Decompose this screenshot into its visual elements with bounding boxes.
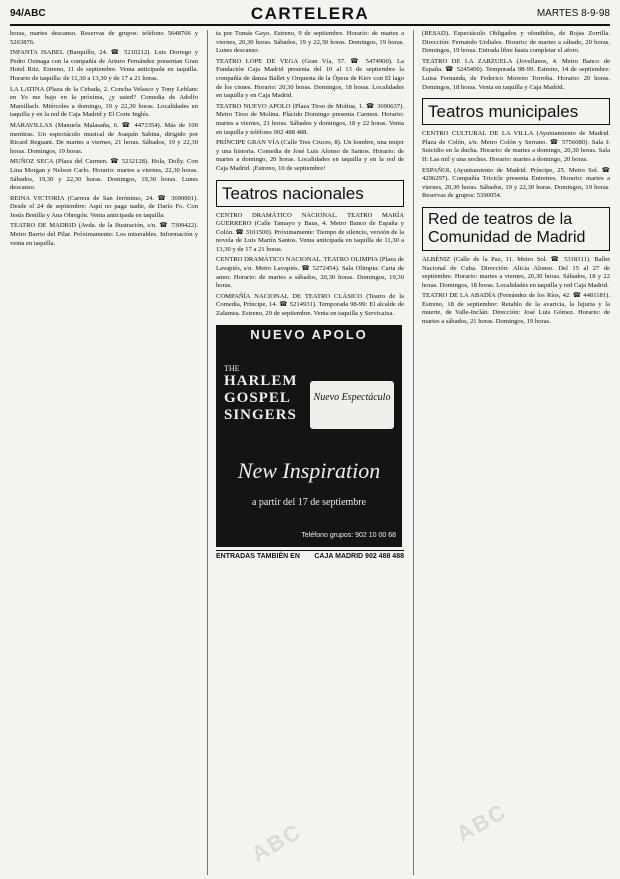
listing-entry: INFANTA ISABEL (Barquillo, 24. ☎ 5210212). Luis Dorrego y Pedro Osinaga con la compañía de Arturo Fernández presentan Gran Hotel Ritz. Estreno, 11 de septiembre. Venta anticipada en taquilla. Horario de taquilla: de 11,30 a 13,30 y de 17 a 21 horas. — [10, 49, 198, 82]
listing-entry: ESPAÑOL (Ayuntamiento de Madrid. Príncipe, 25. Metro Sol. ☎ 4296297). Compañía Tricicle presenta Entretres. Horario: martes a viernes, 20,30 horas. Sábados, 19 y 22,30 horas. Domingos, 19 horas. Reservas de grupos: 5390054. — [422, 166, 610, 200]
listing-entry: MUÑOZ SECA (Plaza del Carmen. ☎ 5232128). Hola, Dolly. Con Lina Morgan y Nelson Carlo. Horario: martes a viernes, 22,30 horas. Sábados, 19,30 y 22,30 horas. Domingos, 19,30 horas. Lunes descanso. — [10, 158, 198, 192]
listing-entry: MARAVILLAS (Manuela Malasaña, 6. ☎ 4473354). Más de 100 mentiras. Un espectáculo musical de Joaquín Sabina, dirigido por Ricard Reguant. De martes a viernes, 21 horas. Sábados, 19 y 22,30 horas. Domingos, 19 horas. — [10, 121, 198, 155]
listing-entry: TEATRO NUEVO APOLO (Plaza Tirso de Molina, 1. ☎ 3690637). Metro Tirso de Molina. Plácido Domingo presenta Carmen. Horario: martes a viernes, 21 horas. Sábados y domingos, 18 y 22 horas. Venta en taquilla y teléfono 902 488 488. — [216, 102, 404, 136]
column-2 — [216, 30, 404, 875]
ad-line-the: THE — [224, 363, 240, 373]
listing-entry: TEATRO LOPE DE VEGA (Gran Vía, 57. ☎ 5474900). La Fundación Caja Madrid presenta del 10 al 13 de septiembre la compañía de danza Ballet y Orquesta de la Ópera de Kiev con El lago de los cisnes. Horario: 20,30 horas. Domingos, 18 horas. Localidades en taquilla y en Caja Madrid. — [216, 57, 404, 100]
listing-entry: COMPAÑÍA NACIONAL DE TEATRO CLÁSICO (Teatro de la Comedia, Príncipe, 14. ☎ 5214931). Temporada 98-99: El alcalde de Zalamea. Estreno, 29 de septiembre. Venta en taquilla y Servicaixa. — [216, 292, 404, 318]
listing-entry: PRÍNCIPE GRAN VÍA (Calle Tres Cruces, 8). Un hombre, una mujer y una historia. Comedia de José Luis Alonso de Santos. Horario: de martes a domingo, 20 horas. Localidades en taquilla y en la red de Caja Madrid. ¡Estreno, 10 de septiembre! — [216, 139, 404, 172]
column-divider — [207, 30, 208, 875]
listing-entry: ALBÉNIZ (Calle de la Paz, 11. Metro Sol. ☎ 5318311). Ballet Nacional de Cuba. Dirección: Alicia Alonso. Del 15 al 27 de septiembre. Horario: martes a viernes, 20,30 horas. Sábados, 18 y 22 horas. Domingos, 18 horas. Localidades en taquilla y red Caja Madrid. — [422, 255, 610, 289]
listing-entry: CENTRO DRAMÁTICO NACIONAL. TEATRO MARÍA GUERRERO (Calle Tamayo y Baus, 4. Metro Banco de España y Colón. ☎ 3101500). Próximamente: Tiempo de silencio, versión de la novela de Luis Martín Santos. Venta anticipada en taquilla de 11,30 a 13,30 y de 17 a 21 horas. — [216, 211, 404, 253]
ticket-strip — [216, 550, 404, 562]
watermark: ABC — [247, 818, 307, 867]
ticket-strip-left: ENTRADAS TAMBIÉN EN — [216, 552, 300, 560]
listing-entry: REINA VICTORIA (Carrera de San Jerónimo, 24. ☎ 3690001). Desde el 24 de septiembre: Aquí no paga nadie, de Darío Fo. Con Jesús Bonilla y Ana Obregón. Venta anticipada en taquilla. — [10, 194, 198, 219]
listing-entry: ta por Tomás Gayo. Estreno, 9 de septiembre. Horario: de martes a viernes, 20,30 horas. Sábados, 19 y 22,30 horas. Domingos, 19 horas. Lunes descanso. — [216, 30, 404, 55]
column-3 — [422, 30, 610, 875]
listing-entry: TEATRO DE MADRID (Avda. de la Ilustración, s/n. ☎ 7309422). Metro Barrio del Pilar. Próximamente: Los miserables. Información y venta en taquilla. — [10, 222, 198, 247]
ad-performer: HARLEM GOSPEL SINGERS — [224, 372, 298, 423]
section-title: CARTELERA — [250, 4, 370, 23]
listing-entry: (RESAD). Espectáculo Obligados y ofendidos, de Rojas Zorrilla. Dirección: Fernando Urdiales. Horario: de martes a sábado, 20 horas. Domingos, 19 horas. Entrada libre hasta completar el aforo. — [422, 30, 610, 55]
watermark: ABC — [452, 798, 512, 847]
ad-show-title: New Inspiration — [237, 457, 381, 483]
advertisement-harlem-gospel — [216, 325, 402, 547]
listing-entry: LA LATINA (Plaza de la Cebada, 2. Concha Velasco y Tony Leblanc en Yo me bajo en la próxima, ¿y usted? Comedia de Adolfo Marsillach. Miércoles a domingo, 19 y 22,30 horas. Localidades en taquilla y en la red de Caja Madrid y El Corte Inglés. — [10, 85, 198, 119]
listing-entry: CENTRO CULTURAL DE LA VILLA (Ayuntamiento de Madrid. Plaza de Colón, s/n. Metro Colón y Serrano. ☎ 5756080). Sala I: Suicidio en la ducha. Horario: de martes a domingo, 20,30 horas. Sala II: Las mil y una noches. Horario: martes a domingo, 20 horas. — [422, 130, 610, 163]
issue-date: MARTES 8-9-98 — [536, 8, 610, 19]
ticket-strip-right: CAJA MADRID 902 488 488 — [314, 552, 404, 560]
ad-phone: Teléfono grupos: 902 10 00 68 — [301, 532, 396, 540]
listing-entry: TEATRO DE LA ZARZUELA (Jovellanos, 4. Metro Banco de España. ☎ 5245400). Temporada 98-99. Estreno, 14 de septiembre: Luisa Fernanda, de Federico Moreno Torroba. Horario: 20 horas. Domingos, 18 horas. Venta en taquilla y Caja Madrid. — [422, 57, 610, 91]
section-heading-municipales: Teatros municipales — [422, 98, 610, 125]
page-number: 94/ABC — [10, 8, 46, 19]
section-heading-nacionales: Teatros nacionales — [216, 180, 404, 207]
ad-venue: NUEVO APOLO — [250, 326, 368, 342]
section-heading-red-comunidad: Red de teatros de la Comunidad de Madrid — [422, 207, 610, 251]
column-divider — [413, 30, 414, 875]
listing-entry: TEATRO DE LA ABADÍA (Fernández de los Ríos, 42. ☎ 4481181). Estreno, 18 de septiembre: Retablo de la avaricia, la lujuria y la muerte, de Valle-Inclán. Dirección: José Luis Gómez. Horario: de martes a sábados, 21 horas. Domingos, 19 horas. — [422, 292, 610, 326]
ad-start-date: a partir del 17 de septiembre — [251, 496, 367, 508]
page-header — [10, 4, 610, 26]
listing-entry: CENTRO DRAMÁTICO NACIONAL. TEATRO OLIMPIA (Plaza de Lavapiés, s/n. Metro Lavapiés. ☎ 5272454). Sala Olimpia: Carta de amor. Horario: de martes a sábados, 20,30 horas. Domingos, 19,30 horas. — [216, 256, 404, 290]
ad-badge: Nuevo Espectáculo — [310, 381, 394, 429]
listing-entry: horas, martes descanso. Reservas de grupos: teléfono 5648766 y 5263876. — [10, 30, 198, 46]
column-1 — [10, 30, 198, 875]
